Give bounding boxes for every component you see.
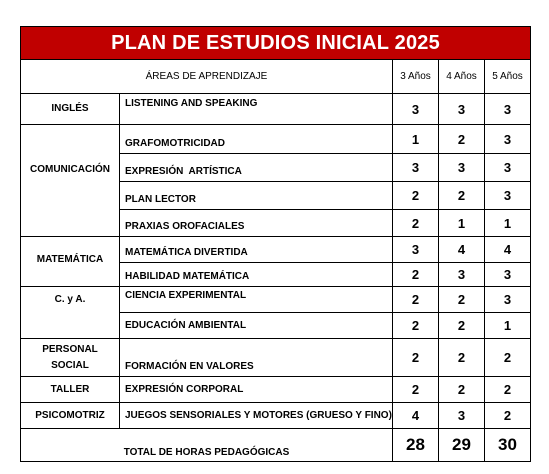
table-title: PLAN DE ESTUDIOS INICIAL 2025 bbox=[21, 27, 531, 60]
table-row bbox=[21, 237, 531, 263]
hours-3: 2 bbox=[393, 313, 439, 339]
areas-header: ÁREAS DE APRENDIZAJE bbox=[21, 60, 393, 94]
hours-4: 3 bbox=[439, 403, 485, 429]
hours-3: 3 bbox=[393, 154, 439, 182]
table-row bbox=[21, 377, 531, 403]
area-psicomotriz: PSICOMOTRIZ bbox=[21, 403, 120, 429]
course-cell: MATEMÁTICA DIVERTIDA bbox=[120, 237, 393, 263]
age-5-header: 5 Años bbox=[485, 60, 531, 94]
hours-5: 2 bbox=[485, 339, 531, 377]
hours-5: 3 bbox=[485, 154, 531, 182]
total-hours-3: 28 bbox=[393, 429, 439, 462]
course-cell: GRAFOMOTRICIDAD bbox=[120, 125, 393, 154]
course-cell: EXPRESIÓN CORPORAL bbox=[120, 377, 393, 403]
course-cell: EDUCACIÓN AMBIENTAL bbox=[120, 313, 393, 339]
hours-4: 3 bbox=[439, 263, 485, 287]
hours-5: 2 bbox=[485, 403, 531, 429]
hours-5: 3 bbox=[485, 125, 531, 154]
hours-5: 2 bbox=[485, 377, 531, 403]
total-row bbox=[21, 429, 531, 462]
total-hours-4: 29 bbox=[439, 429, 485, 462]
hours-4: 4 bbox=[439, 237, 485, 263]
age-4-header: 4 Años bbox=[439, 60, 485, 94]
title-row bbox=[21, 27, 531, 60]
table-row bbox=[21, 94, 531, 125]
hours-5: 3 bbox=[485, 263, 531, 287]
course-cell: PRAXIAS OROFACIALES bbox=[120, 210, 393, 237]
hours-4: 2 bbox=[439, 339, 485, 377]
hours-5: 3 bbox=[485, 182, 531, 210]
hours-4: 2 bbox=[439, 313, 485, 339]
hours-3: 2 bbox=[393, 287, 439, 313]
area-cya: C. y A. bbox=[21, 287, 120, 339]
hours-4: 2 bbox=[439, 287, 485, 313]
hours-3: 4 bbox=[393, 403, 439, 429]
age-3-header: 3 Años bbox=[393, 60, 439, 94]
table-row bbox=[21, 125, 531, 154]
area-line: SOCIAL bbox=[51, 359, 89, 371]
total-label: TOTAL DE HORAS PEDAGÓGICAS bbox=[21, 429, 393, 462]
course-cell: LISTENING AND SPEAKING bbox=[120, 94, 393, 125]
hours-5: 4 bbox=[485, 237, 531, 263]
course-cell: PLAN LECTOR bbox=[120, 182, 393, 210]
hours-3: 2 bbox=[393, 339, 439, 377]
hours-5: 1 bbox=[485, 313, 531, 339]
study-plan-table bbox=[20, 26, 531, 462]
hours-4: 3 bbox=[439, 154, 485, 182]
course-cell: HABILIDAD MATEMÁTICA bbox=[120, 263, 393, 287]
hours-3: 2 bbox=[393, 210, 439, 237]
hours-3: 2 bbox=[393, 182, 439, 210]
area-line: PERSONAL bbox=[42, 343, 98, 355]
area-matematica: MATEMÁTICA bbox=[21, 237, 120, 287]
area-taller: TALLER bbox=[21, 377, 120, 403]
course-cell: JUEGOS SENSORIALES Y MOTORES (GRUESO Y FINO) bbox=[120, 403, 393, 429]
header-row bbox=[21, 60, 531, 94]
hours-3: 3 bbox=[393, 94, 439, 125]
hours-4: 1 bbox=[439, 210, 485, 237]
hours-5: 1 bbox=[485, 210, 531, 237]
course-cell: EXPRESIÓN ARTÍSTICA bbox=[120, 154, 393, 182]
course-cell: FORMACIÓN EN VALORES bbox=[120, 339, 393, 377]
hours-3: 3 bbox=[393, 237, 439, 263]
area-comunicacion: COMUNICACIÓN bbox=[21, 125, 120, 237]
hours-4: 3 bbox=[439, 94, 485, 125]
hours-4: 2 bbox=[439, 125, 485, 154]
total-hours-5: 30 bbox=[485, 429, 531, 462]
table-row bbox=[21, 339, 531, 377]
hours-4: 2 bbox=[439, 377, 485, 403]
study-plan-sheet bbox=[20, 26, 530, 462]
table-row bbox=[21, 287, 531, 313]
area-personal-social bbox=[21, 339, 120, 377]
hours-3: 2 bbox=[393, 377, 439, 403]
area-ingles: INGLÉS bbox=[21, 94, 120, 125]
hours-4: 2 bbox=[439, 182, 485, 210]
hours-5: 3 bbox=[485, 287, 531, 313]
hours-5: 3 bbox=[485, 94, 531, 125]
course-cell: CIENCIA EXPERIMENTAL bbox=[120, 287, 393, 313]
hours-3: 1 bbox=[393, 125, 439, 154]
hours-3: 2 bbox=[393, 263, 439, 287]
table-row bbox=[21, 403, 531, 429]
